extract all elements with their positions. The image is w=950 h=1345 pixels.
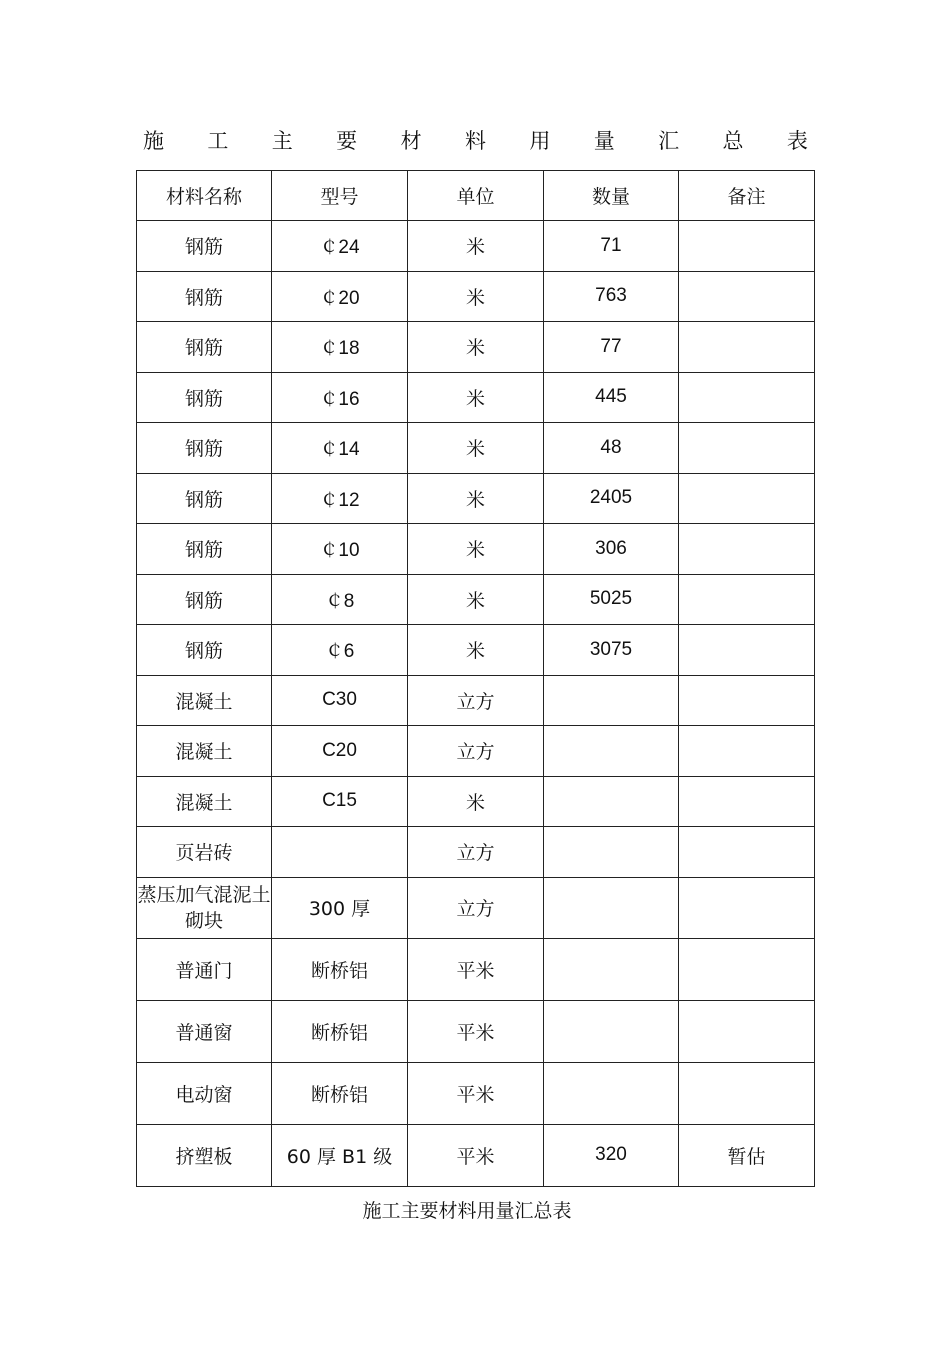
- cell-name: 钢筋: [137, 221, 272, 272]
- cell-unit: 立方: [408, 877, 544, 938]
- cell-qty: 306: [544, 524, 679, 575]
- cell-name: 钢筋: [137, 574, 272, 625]
- table-row: [137, 574, 815, 625]
- cell-qty: [544, 776, 679, 827]
- cell-note: [679, 574, 815, 625]
- cell-name: 电动窗: [137, 1062, 272, 1124]
- cell-unit: 平米: [408, 938, 544, 1000]
- cell-note: 暂估: [679, 1124, 815, 1186]
- cell-note: [679, 322, 815, 373]
- cell-unit: 米: [408, 271, 544, 322]
- cell-qty: 5025: [544, 574, 679, 625]
- cell-note: [679, 625, 815, 676]
- cell-spec: 60 厚 B1 级: [272, 1124, 408, 1186]
- cell-spec: ￠24: [272, 221, 408, 272]
- header-note: 备注: [679, 171, 815, 221]
- cell-name: 钢筋: [137, 271, 272, 322]
- table-row: [137, 1124, 815, 1186]
- cell-note: [679, 675, 815, 726]
- title-char: 量: [593, 129, 615, 153]
- cell-qty: [544, 877, 679, 938]
- table-row: [137, 675, 815, 726]
- cell-note: [679, 1062, 815, 1124]
- cell-name: 普通窗: [137, 1000, 272, 1062]
- table-row: [137, 1000, 815, 1062]
- cell-name: 蒸压加气混泥土砌块: [137, 877, 272, 938]
- table-row: [137, 473, 815, 524]
- cell-name: 混凝土: [137, 776, 272, 827]
- cell-unit: 米: [408, 524, 544, 575]
- cell-spec: ￠10: [272, 524, 408, 575]
- cell-qty: [544, 1000, 679, 1062]
- header-spec: 型号: [272, 171, 408, 221]
- cell-spec: 断桥铝: [272, 938, 408, 1000]
- title-char: 主: [271, 129, 293, 153]
- cell-name: 混凝土: [137, 675, 272, 726]
- cell-name: 钢筋: [137, 625, 272, 676]
- cell-unit: 立方: [408, 726, 544, 777]
- cell-unit: 米: [408, 221, 544, 272]
- cell-name: 钢筋: [137, 473, 272, 524]
- title-char: 工: [207, 129, 229, 153]
- cell-spec: C30: [272, 675, 408, 726]
- title-char: 材: [400, 129, 422, 153]
- cell-spec: [272, 827, 408, 878]
- cell-qty: 320: [544, 1124, 679, 1186]
- cell-qty: 48: [544, 423, 679, 474]
- table-row: [137, 221, 815, 272]
- page-title: [143, 126, 808, 156]
- title-char: 施: [143, 129, 164, 153]
- cell-note: [679, 726, 815, 777]
- cell-unit: 平米: [408, 1000, 544, 1062]
- title-char: 用: [529, 129, 551, 153]
- table-row: [137, 776, 815, 827]
- cell-spec: 断桥铝: [272, 1000, 408, 1062]
- cell-qty: [544, 1062, 679, 1124]
- cell-note: [679, 827, 815, 878]
- cell-unit: 立方: [408, 675, 544, 726]
- table-row: [137, 625, 815, 676]
- cell-unit: 米: [408, 372, 544, 423]
- cell-spec: ￠8: [272, 574, 408, 625]
- cell-unit: 米: [408, 322, 544, 373]
- table-row: [137, 423, 815, 474]
- cell-unit: 平米: [408, 1124, 544, 1186]
- cell-qty: [544, 938, 679, 1000]
- table-row: [137, 827, 815, 878]
- cell-name: 挤塑板: [137, 1124, 272, 1186]
- cell-note: [679, 776, 815, 827]
- cell-spec: 300 厚: [272, 877, 408, 938]
- cell-note: [679, 524, 815, 575]
- cell-name: 钢筋: [137, 524, 272, 575]
- cell-unit: 米: [408, 423, 544, 474]
- cell-unit: 米: [408, 473, 544, 524]
- cell-spec: ￠12: [272, 473, 408, 524]
- cell-spec: 断桥铝: [272, 1062, 408, 1124]
- table-row: [137, 322, 815, 373]
- header-qty: 数量: [544, 171, 679, 221]
- cell-note: [679, 423, 815, 474]
- table-row: [137, 726, 815, 777]
- cell-qty: [544, 726, 679, 777]
- table-row: [137, 372, 815, 423]
- cell-note: [679, 221, 815, 272]
- title-char: 汇: [658, 129, 680, 153]
- cell-qty: 3075: [544, 625, 679, 676]
- cell-unit: 米: [408, 574, 544, 625]
- cell-qty: 77: [544, 322, 679, 373]
- cell-name: 混凝土: [137, 726, 272, 777]
- cell-unit: 米: [408, 625, 544, 676]
- title-char: 料: [464, 129, 486, 153]
- cell-unit: 米: [408, 776, 544, 827]
- cell-name: 普通门: [137, 938, 272, 1000]
- cell-qty: [544, 675, 679, 726]
- cell-spec: ￠20: [272, 271, 408, 322]
- cell-qty: 71: [544, 221, 679, 272]
- cell-unit: 平米: [408, 1062, 544, 1124]
- cell-note: [679, 938, 815, 1000]
- cell-name: 页岩砖: [137, 827, 272, 878]
- header-unit: 单位: [408, 171, 544, 221]
- cell-spec: C20: [272, 726, 408, 777]
- table-row: [137, 1062, 815, 1124]
- cell-note: [679, 1000, 815, 1062]
- table-caption: 施工主要材料用量汇总表: [362, 1200, 572, 1222]
- cell-note: [679, 877, 815, 938]
- header-row: [137, 171, 815, 221]
- cell-note: [679, 271, 815, 322]
- cell-spec: ￠6: [272, 625, 408, 676]
- cell-name: 钢筋: [137, 372, 272, 423]
- header-name: 材料名称: [137, 171, 272, 221]
- cell-note: [679, 473, 815, 524]
- cell-spec: ￠14: [272, 423, 408, 474]
- materials-table: [136, 170, 815, 1187]
- cell-spec: C15: [272, 776, 408, 827]
- cell-name: 钢筋: [137, 322, 272, 373]
- cell-qty: 2405: [544, 473, 679, 524]
- table-row: [137, 271, 815, 322]
- cell-qty: 445: [544, 372, 679, 423]
- cell-qty: [544, 827, 679, 878]
- cell-name: 钢筋: [137, 423, 272, 474]
- cell-note: [679, 372, 815, 423]
- table-row: [137, 938, 815, 1000]
- title-char: 总: [722, 129, 744, 153]
- table-row: [137, 524, 815, 575]
- cell-spec: ￠16: [272, 372, 408, 423]
- title-char: 要: [336, 129, 358, 153]
- title-char: 表: [786, 129, 808, 153]
- table-row: [137, 877, 815, 938]
- cell-qty: 763: [544, 271, 679, 322]
- cell-spec: ￠18: [272, 322, 408, 373]
- cell-unit: 立方: [408, 827, 544, 878]
